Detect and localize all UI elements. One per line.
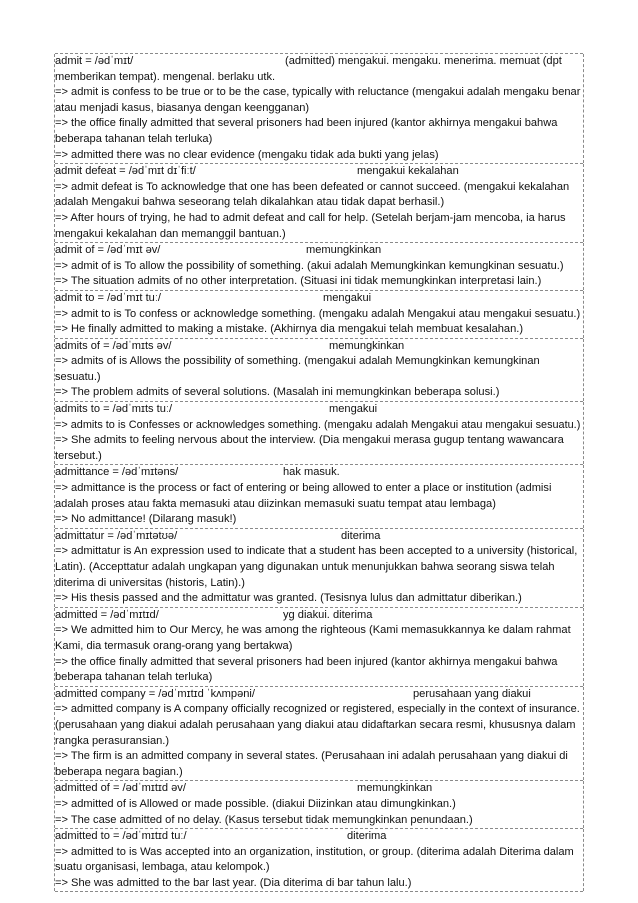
entry-gloss: memungkinkan — [357, 782, 433, 795]
entry-line: => The situation admits of no other interpretation. (Situasi ini tidak memungkinkan interpretasi lain.) — [55, 275, 542, 288]
entry-gloss: mengakui — [323, 291, 372, 304]
entry-admitted — [55, 607, 583, 686]
entry-head — [55, 164, 583, 180]
entry-admitted-to — [55, 828, 583, 892]
entry-admit-to — [55, 290, 583, 338]
entry-line: => admit is confess to be true or to be the case, typically with reluctance (mengakui adalah mengaku benar — [55, 86, 581, 99]
entry-line: adalah Mengakui bahwa seseorang telah dikalahkan atau tidak dapat berhasil.) — [55, 196, 445, 209]
entry-line: => She admits to feeling nervous about the interview. (Dia mengakui merasa gugup tentang wawancara — [55, 434, 564, 447]
entry-admit-of — [55, 242, 583, 290]
entry-line: => the office finally admitted that several prisoners had been injured (kantor akhirnya mengakui bahwa — [55, 655, 558, 668]
entry-line: Latin). (Accepttatur adalah ungkapan yang digunakan untuk menunjukkan bahwa seorang siswa telah — [55, 561, 555, 573]
entry-gloss: yg diakui. diterima — [283, 608, 373, 621]
entry-gloss: memungkinkan — [306, 244, 382, 257]
glossary-page — [55, 53, 583, 892]
entry-line: beberapa tahanan telah terluka) — [55, 132, 213, 145]
entry-line: tersebut.) — [55, 449, 102, 462]
entry-line: => admit defeat is To acknowledge that one has been defeated or cannot succeed. (mengakui kekalahan — [55, 180, 570, 193]
entry-line: (perusahaan yang diakui adalah perusahaan yang diakui atau didaftarkan secara resmi, khususnya dalam — [55, 718, 576, 731]
entry-line: => His thesis passed and the admittatur was granted. (Tesisnya lulus dan admittatur diberikan.) — [55, 592, 522, 605]
entry-line: => The firm is an admitted company in several states. (Perusahaan ini adalah perusahaan yang diakui di — [55, 750, 568, 763]
entry-line: => She was admitted to the bar last year. (Dia diterima di bar tahun lalu.) — [55, 876, 412, 889]
entry-line: => admitted there was no clear evidence (mengaku tidak ada bukti yang jelas) — [55, 148, 439, 161]
entry-line: => The case admitted of no delay. (Kasus tersebut tidak memungkinkan penundaan.) — [55, 813, 473, 826]
entry-gloss: mengakui kekalahan — [357, 165, 459, 178]
entry-head — [55, 465, 583, 481]
entry-term: admits of = /ədˈmɪts əv/ — [55, 339, 172, 352]
entry-line: suatu organisasi, lembaga, atau kelompok.) — [55, 861, 270, 874]
entry-term: admits to = /ədˈmɪts tuː/ — [55, 403, 173, 416]
entry-line: => the office finally admitted that several prisoners had been injured (kantor akhirnya mengakui bahwa — [55, 117, 558, 130]
entry-line: rangka perasuransian.) — [55, 734, 170, 747]
entry-admittance — [55, 464, 583, 527]
entry-line: sesuatu.) — [55, 370, 101, 383]
entry-term: admit of = /ədˈmɪt əv/ — [55, 244, 161, 257]
entry-admittatur — [55, 528, 583, 607]
entry-line: => After hours of trying, he had to admit defeat and call for help. (Setelah berjam-jam mencoba, ia harus — [55, 211, 566, 224]
entry-line: => We admitted him to Our Mercy, he was among the righteous (Kami memasukkannya ke dalam rahmat — [55, 624, 571, 637]
entry-term: admitted of = /ədˈmɪtɪd əv/ — [55, 782, 186, 795]
entry-head — [55, 291, 583, 307]
entry-line: => admit to is To confess or acknowledge something. (mengaku adalah Mengakui atau mengakui sesuatu.) — [55, 307, 581, 320]
entry-line: adalah proses atau fakta memasuki atau diizinkan memasuki suatu tempat atau lembaga) — [55, 497, 496, 510]
entry-head — [55, 402, 583, 418]
entry-gloss: hak masuk. — [283, 466, 340, 479]
entry-line: => He finally admitted to making a mistake. (Akhirnya dia mengakui telah membuat kesalahan.) — [55, 323, 524, 336]
entry-line: => admit of is To allow the possibility of something. (akui adalah Memungkinkan kemungkinan sesuatu.) — [55, 259, 564, 272]
entry-head — [55, 529, 583, 545]
entry-gloss: mengakui — [329, 403, 378, 416]
entry-admit — [55, 53, 583, 163]
entry-gloss: diterima — [347, 830, 387, 843]
entry-admit-defeat — [55, 163, 583, 242]
entry-head — [55, 339, 583, 355]
entry-term: admitted company = /ədˈmɪtɪd ˈkʌmpəni/ — [55, 687, 255, 700]
entry-head — [55, 829, 583, 845]
entry-term: admitted to = /ədˈmɪtɪd tuː/ — [55, 830, 187, 843]
entry-head — [55, 687, 583, 703]
entry-term: admitted = /ədˈmɪtɪd/ — [55, 608, 159, 621]
entry-term: admit to = /ədˈmɪt tuː/ — [55, 291, 161, 304]
entry-term: admittatur = /ədˈmɪtətʊə/ — [55, 529, 178, 542]
entry-line: beberapa tahanan telah terluka) — [55, 671, 213, 684]
entry-gloss: (admitted) mengakui. mengaku. menerima. memuat (dpt — [285, 55, 562, 67]
entry-line: => admittatur is An expression used to indicate that a student has been accepted to a university (historical, — [55, 545, 578, 558]
entry-admits-to — [55, 401, 583, 464]
entry-admitted-of — [55, 780, 583, 828]
entry-line: memberikan tempat). mengenal. berlaku utk. — [55, 70, 276, 83]
entry-term: admittance = /ədˈmɪtəns/ — [55, 466, 179, 479]
entry-line: => No admittance! (Dilarang masuk!) — [55, 513, 237, 526]
entry-line: mengakui kekalahan dan memanggil bantuan.) — [55, 227, 286, 240]
entry-admitted-company — [55, 686, 583, 781]
entry-term: admit = /ədˈmɪt/ — [55, 55, 134, 67]
entry-head — [55, 781, 583, 797]
entry-line: Kami, dia termasuk orang-orang yang bertakwa) — [55, 639, 293, 652]
entry-line: => The problem admits of several solutions. (Masalah ini memungkinkan beberapa solusi.) — [55, 386, 500, 399]
entry-admits-of — [55, 338, 583, 401]
entry-line: => admitted company is A company officially recognized or registered, especially in the context of insurance. — [55, 703, 580, 716]
entry-head — [55, 54, 583, 70]
entry-gloss: diterima — [341, 529, 381, 542]
entry-line: => admitted to is Was accepted into an organization, institution, or group. (diterima adalah Diterima dalam — [55, 845, 574, 858]
entry-term: admit defeat = /ədˈmɪt dɪˈfiːt/ — [55, 165, 196, 178]
entry-line: diterima di universitas (historis, Latin).) — [55, 576, 245, 589]
entry-gloss: perusahaan yang diakui — [413, 687, 531, 700]
entry-gloss: memungkinkan — [329, 339, 405, 352]
entry-line: => admits to is Confesses or acknowledges something. (mengaku adalah Mengakui atau mengakui sesuatu.) — [55, 418, 581, 431]
entry-line: => admits of is Allows the possibility of something. (mengakui adalah Memungkinkan kemungkinan — [55, 355, 540, 368]
entry-line: => admitted of is Allowed or made possible. (diakui Diizinkan atau dimungkinkan.) — [55, 797, 456, 810]
entry-line: => admittance is the process or fact of entering or being allowed to enter a place or institution (admisi — [55, 482, 552, 495]
entry-head — [55, 243, 583, 259]
entry-line: atau menjadi kasus, biasanya dengan keengganan) — [55, 101, 310, 114]
entry-head — [55, 608, 583, 624]
entry-line: beberapa negara bagian.) — [55, 765, 183, 778]
